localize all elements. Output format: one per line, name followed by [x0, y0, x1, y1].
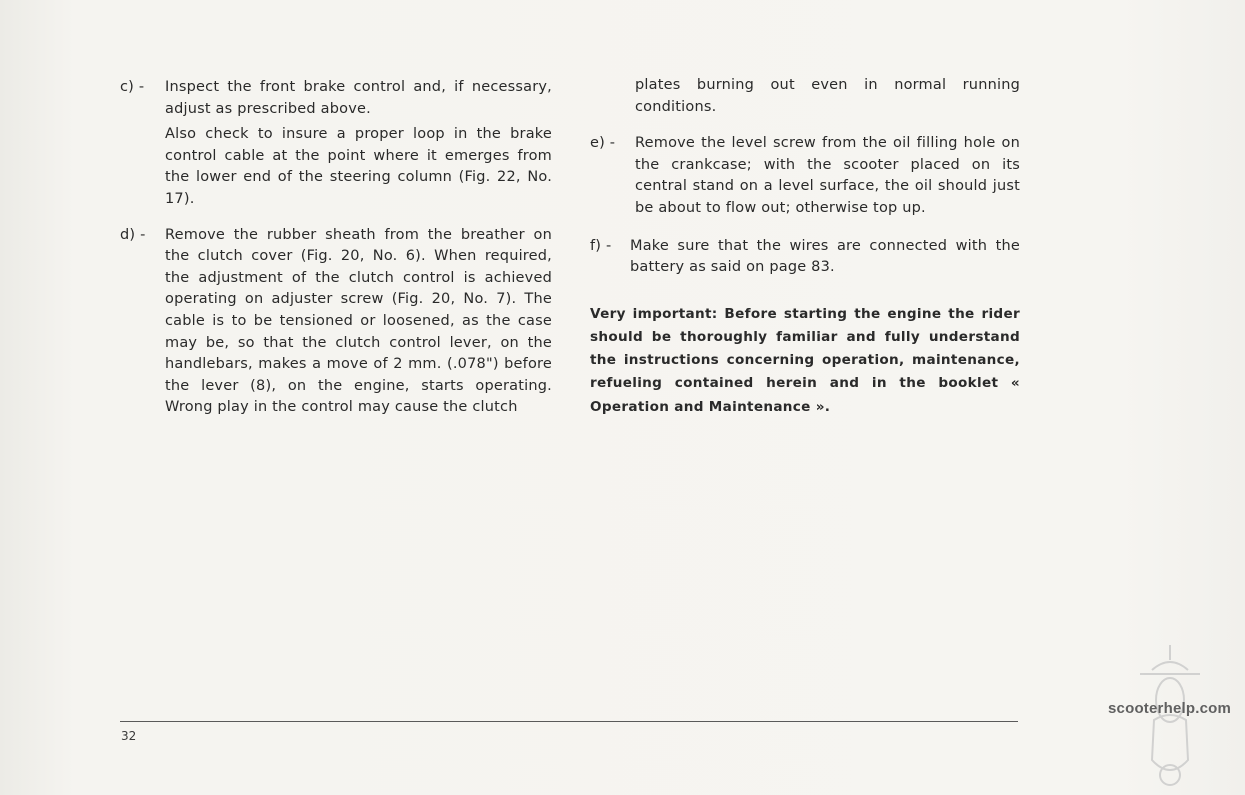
- list-item-e: [590, 133, 1020, 219]
- list-item-c: [120, 77, 552, 211]
- item-marker-f: f) -: [590, 237, 612, 254]
- item-text-d: Remove the rubber sheath from the breather on the clutch cover (Fig. 20, No. 6). When required, the adjustment of the clutch control is achieved operating on adjuster screw (Fig. 20, No. 7). The cable is to be tensioned or loosened, as the case may be, so that the clutch control lever, on the handlebars, makes a move of 2 mm. (.078") before the lever (8), on the engine, starts operating. Wrong play in the control may cause the clutch: [165, 226, 552, 416]
- item-marker-c: c) -: [120, 79, 145, 95]
- left-column: [120, 77, 552, 419]
- item-marker-e: e) -: [590, 135, 616, 152]
- item-followup-c: Also check to insure a proper loop in the brake control cable at the point where it emerges from the lower end of the steering column (Fig. 22, No. 17).: [165, 126, 552, 207]
- item-text-c: Inspect the front brake control and, if necessary, adjust as prescribed above.: [165, 79, 552, 117]
- watermark-text: scooterhelp.com: [1108, 700, 1232, 717]
- item-d-continued: plates burning out even in normal running conditions.: [635, 77, 1020, 115]
- right-column: [590, 75, 1020, 432]
- item-text-f: Make sure that the wires are connected with the battery as said on page 83.: [630, 237, 1020, 276]
- important-note: Very important: Before starting the engine the rider should be thoroughly familiar and fully understand the instructions concerning operation, maintenance, refueling contained herein and in the booklet « Operation and Maintenance ».: [590, 305, 1020, 415]
- list-item-d: [120, 225, 552, 419]
- item-marker-d: d) -: [120, 226, 146, 243]
- page-number: 32: [121, 729, 137, 743]
- footer-rule: [120, 721, 1018, 722]
- item-text-e: Remove the level screw from the oil filling hole on the crankcase; with the scooter placed on its central stand on a level surface, the oil should just be about to flow out; otherwise top up.: [635, 135, 1020, 216]
- list-item-f: [590, 236, 1020, 279]
